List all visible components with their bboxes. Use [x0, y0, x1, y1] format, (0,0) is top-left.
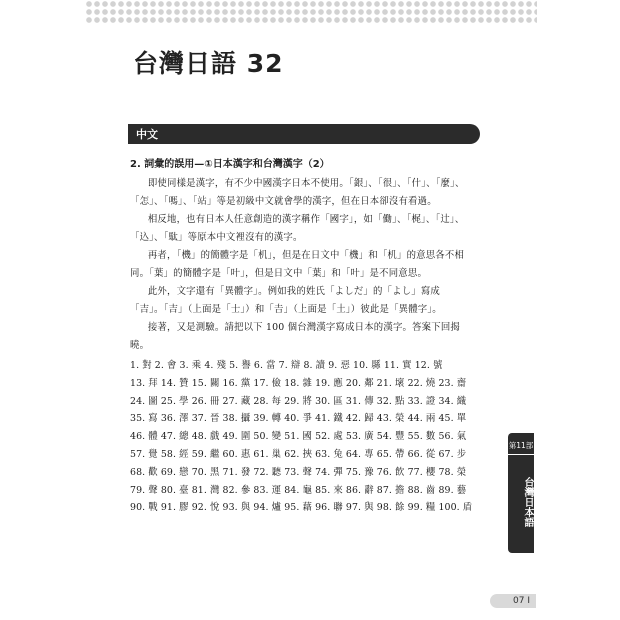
- dotted-header-pattern: [85, 0, 537, 24]
- page-number: 07 I: [490, 594, 536, 608]
- quiz-line: 90. 戰 91. 膠 92. 悅 93. 與 94. 爐 95. 藉 96. 聯 97. 與 98. 餘 99. 糧 100. 盾: [130, 502, 473, 514]
- paragraph: 相反地，也有日本人任意創造的漢字稱作「國字」，如「働」、「梶」、「辻」、「込」、「駄」等原本中文裡沒有的漢字。: [130, 214, 465, 243]
- quiz-line: 79. 聲 80. 臺 81. 灣 82. 參 83. 運 84. 龜 85. 來 86. 辭 87. 擔 88. 齒 89. 藝: [130, 484, 467, 496]
- section-label: 中文: [136, 128, 158, 141]
- article-body: [130, 156, 473, 517]
- page-title: 台灣日語 32: [133, 49, 284, 78]
- chapter-part-label: 第11部: [508, 441, 534, 455]
- quiz-line: 57. 覺 58. 經 59. 繼 60. 惠 61. 巢 62. 挾 63. 兔 64. 專 65. 帶 66. 從 67. 步: [130, 448, 467, 460]
- quiz-line: 24. 圖 25. 學 26. 冊 27. 藏 28. 每 29. 將 30. 區 31. 傳 32. 點 33. 證 34. 織: [130, 395, 467, 407]
- quiz-list: [130, 357, 473, 517]
- quiz-line: 13. 拜 14. 贊 15. 關 16. 黨 17. 儉 18. 雜 19. 應 20. 鄰 21. 壞 22. 燒 23. 齋: [130, 377, 467, 389]
- quiz-line: 46. 體 47. 總 48. 戲 49. 圍 50. 變 51. 國 52. 處 53. 廣 54. 豐 55. 數 56. 氣: [130, 431, 467, 443]
- section-bar: [128, 124, 480, 144]
- article-heading: 2. 詞彙的誤用—①日本漢字和台灣漢字（2）: [130, 159, 330, 170]
- paragraph: 此外，文字還有「異體字」。例如我的姓氏「よしだ」的「よし」寫成「吉」。「吉」（上面是「士」）和「𠮷」（上面是「土」）彼此是「異體字」。: [130, 286, 442, 315]
- chapter-name-label: 台灣日本語: [522, 477, 533, 527]
- quiz-line: 35. 寫 36. 澤 37. 晉 38. 攝 39. 轉 40. 爭 41. 鐵 42. 歸 43. 榮 44. 兩 45. 單: [130, 413, 467, 425]
- quiz-line: 68. 歡 69. 戀 70. 黑 71. 發 72. 聽 73. 聲 74. 彈 75. 豫 76. 飲 77. 櫻 78. 榮: [130, 466, 467, 478]
- quiz-line: 1. 對 2. 會 3. 乘 4. 殘 5. 譽 6. 當 7. 辯 8. 讀 9. 惡 10. 縣 11. 實 12. 號: [130, 360, 443, 371]
- chapter-side-tab: [508, 433, 534, 553]
- paragraph: 再者，「機」的簡體字是「机」，但是在日文中「機」和「机」的意思各不相同。「葉」的簡體字是「叶」，但是日文中「葉」和「叶」是不同意思。: [130, 250, 465, 279]
- paragraph: 即使同樣是漢字，有不少中國漢字日本不使用。「銀」、「很」、「什」、「麼」、「怎」、「嗎」、「站」等是初級中文就會學的漢字，但在日本卻沒有看過。: [130, 178, 465, 207]
- paragraph: 接著，又是測驗。請把以下 100 個台灣漢字寫成日本的漢字。答案下回揭曉。: [130, 322, 460, 351]
